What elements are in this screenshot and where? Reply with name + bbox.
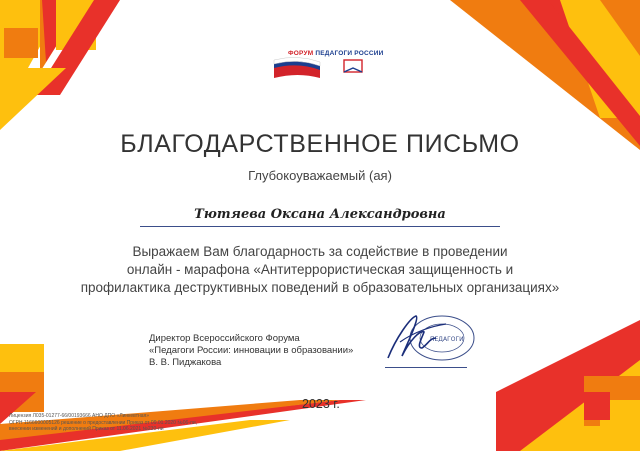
signatory-name: В. В. Пиджакова — [149, 357, 222, 368]
signature-line — [385, 367, 467, 368]
body-text — [80, 243, 560, 297]
greeting: Глубокоуважаемый (ая) — [248, 168, 392, 183]
signatory-position-2: «Педагоги России: инновации в образовании» — [149, 345, 354, 356]
logo-text — [288, 50, 384, 57]
license-line-2: ОГРН 1166600005126 решение о предоставлении Приказ от 09.01.2020 №06-ли, — [9, 419, 198, 426]
license-info — [9, 413, 197, 433]
svg-text:ПЕДАГОГИ: ПЕДАГОГИ — [430, 336, 464, 343]
license-line-1: Лицензия Л035-01277-66/00193666 АНО ДПО «Линкевтная» — [9, 413, 150, 419]
license-line-3: внесении изменений и дополнений Приказ от 11.06.2021 №230-ли — [9, 426, 164, 432]
recipient-name: Тютяева Оксана Александровна — [194, 207, 446, 222]
body-line-3: профилактика деструктивных поведений в образовательных организациях» — [80, 280, 560, 295]
bottom-right-red-square — [584, 392, 610, 420]
body-line-1: Выражаем Вам благодарность за содействие в проведении — [132, 244, 508, 259]
page-title: БЛАГОДАРСТВЕННОЕ ПИСЬМО — [120, 130, 520, 158]
recipient-underline — [140, 226, 500, 227]
year: 2023 г. — [302, 397, 340, 411]
signature-stamp-icon — [380, 308, 480, 370]
top-left-orange-square — [4, 28, 38, 58]
signatory-block — [149, 333, 353, 369]
logo-text-forum: ФОРУМ — [288, 50, 314, 57]
body-line-2: онлайн - марафона «Антитеррористическая защищенность и — [126, 262, 514, 277]
logo-text-pedagogi: ПЕДАГОГИ РОССИИ — [315, 50, 384, 57]
signatory-position-1: Директор Всероссийского Форума — [149, 333, 300, 344]
